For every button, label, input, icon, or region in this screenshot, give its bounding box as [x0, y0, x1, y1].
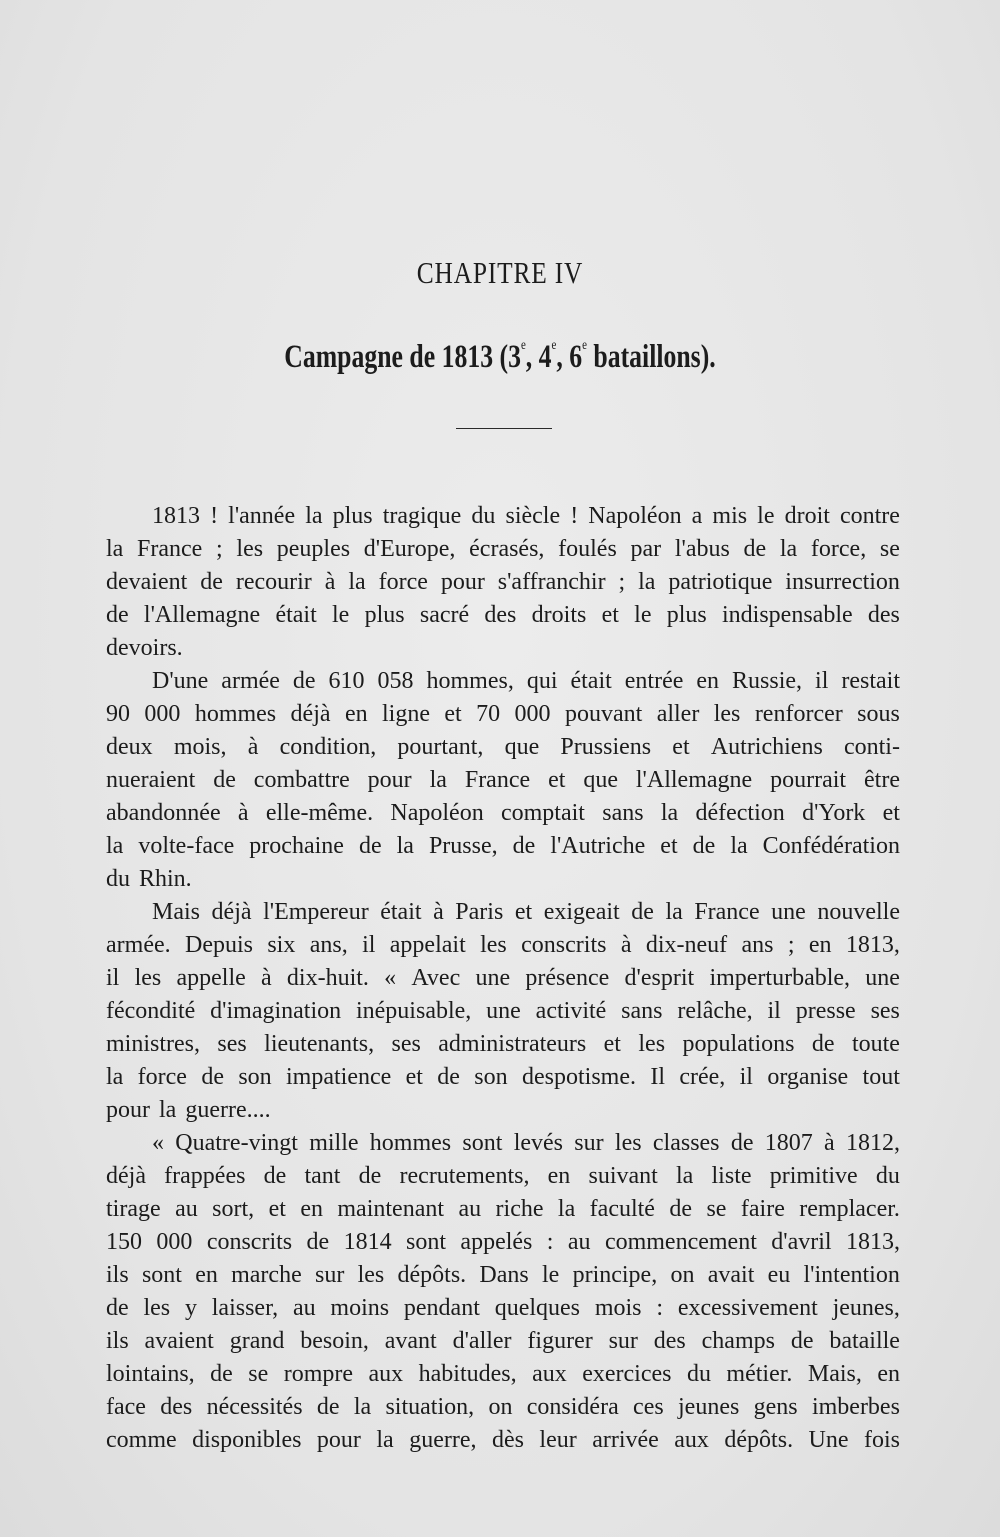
text-line: déjà frappées de tant de recrutements, en suivant la liste primitive du — [106, 1163, 900, 1189]
chapter-subtitle — [110, 338, 890, 376]
text-line: de les y laisser, au moins pendant quelques mois : excessivement jeunes, — [106, 1295, 900, 1321]
text-line: 1813 ! l'année la plus tragique du siècle ! Napoléon a mis le droit contre — [152, 503, 900, 529]
text-line: ministres, ses lieutenants, ses administrateurs et les populations de toute — [106, 1031, 900, 1057]
text-line: fécondité d'imagination inépuisable, une activité sans relâche, il presse ses — [106, 998, 900, 1024]
text-line: ils avaient grand besoin, avant d'aller figurer sur des champs de bataille — [106, 1328, 900, 1354]
subtitle-sup-1: e — [520, 338, 526, 353]
text-line: 90 000 hommes déjà en ligne et 70 000 pouvant aller les renforcer sous — [106, 701, 900, 727]
text-line: lointains, de se rompre aux habitudes, aux exercices du métier. Mais, en — [106, 1361, 900, 1387]
text-line: de l'Allemagne était le plus sacré des droits et le plus indispensable des — [106, 602, 900, 628]
paragraph — [106, 1127, 900, 1457]
subtitle-main: Campagne de 1813 (3 — [284, 339, 521, 375]
text-line: pour la guerre.... — [106, 1097, 271, 1123]
subtitle-sup-3: e — [582, 338, 587, 353]
text-line: devaient de recourir à la force pour s'affranchir ; la patriotique insurrection — [106, 569, 900, 595]
title-divider — [456, 428, 552, 429]
text-line: devoirs. — [106, 635, 183, 661]
paragraph — [106, 896, 900, 1127]
text-line: armée. Depuis six ans, il appelait les conscrits à dix-neuf ans ; en 1813, — [106, 932, 900, 958]
paragraph — [106, 500, 900, 665]
text-line: la France ; les peuples d'Europe, écrasés, foulés par l'abus de la force, se — [106, 536, 900, 562]
text-line: abandonnée à elle-même. Napoléon comptait sans la défection d'York et — [106, 800, 900, 826]
subtitle-end: bataillons). — [586, 339, 716, 375]
subtitle-sup-2: e — [551, 338, 557, 353]
body-text — [106, 500, 900, 1457]
subtitle-mid-2: , 6 — [556, 339, 583, 375]
text-line: comme disponibles pour la guerre, dès leur arrivée aux dépôts. Une fois — [106, 1427, 900, 1453]
text-line: Mais déjà l'Empereur était à Paris et exigeait de la France une nouvelle — [152, 899, 900, 925]
paragraph — [106, 665, 900, 896]
text-line: la force de son impatience et de son despotisme. Il crée, il organise tout — [106, 1064, 900, 1090]
text-line: deux mois, à condition, pourtant, que Prussiens et Autrichiens conti- — [106, 734, 900, 760]
subtitle-mid-1: , 4 — [525, 339, 552, 375]
chapter-title: CHAPITRE IV — [416, 255, 584, 290]
text-line: il les appelle à dix-huit. « Avec une présence d'esprit imperturbable, une — [106, 965, 900, 991]
text-line: du Rhin. — [106, 866, 192, 892]
text-line: D'une armée de 610 058 hommes, qui était entrée en Russie, il restait — [152, 668, 900, 694]
text-line: la volte-face prochaine de la Prusse, de l'Autriche et de la Confédération — [106, 833, 900, 859]
text-line: « Quatre-vingt mille hommes sont levés sur les classes de 1807 à 1812, — [152, 1130, 900, 1156]
text-line: nueraient de combattre pour la France et que l'Allemagne pourrait être — [106, 767, 900, 793]
text-line: tirage au sort, et en maintenant au riche la faculté de se faire remplacer. — [106, 1196, 900, 1222]
text-line: 150 000 conscrits de 1814 sont appelés : au commencement d'avril 1813, — [106, 1229, 900, 1255]
text-line: face des nécessités de la situation, on considéra ces jeunes gens imberbes — [106, 1394, 900, 1420]
text-line: ils sont en marche sur les dépôts. Dans le principe, on avait eu l'intention — [106, 1262, 900, 1288]
